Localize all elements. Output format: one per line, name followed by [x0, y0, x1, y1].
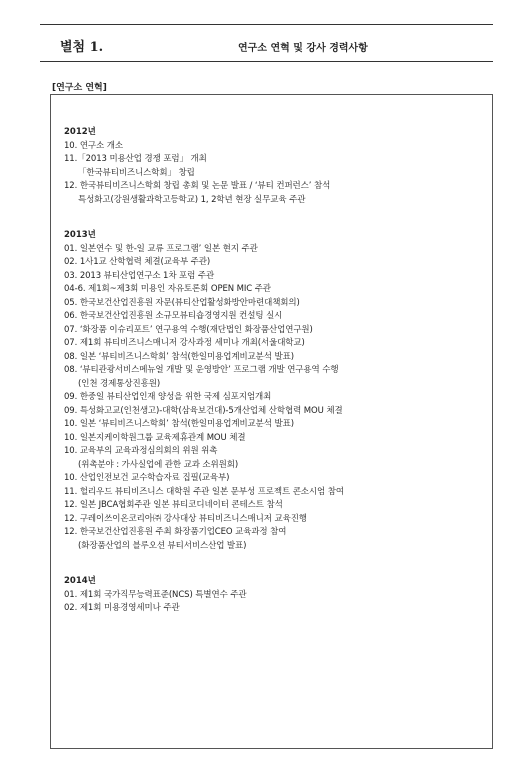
history-item: 09. 특성화고교(인천생고)-대학(삼육보건대)-5개산업체 산학협력 MOU 체결 — [64, 405, 343, 416]
history-item: 02. 1사1교 산학협력 체결(교육부 주관) — [64, 257, 211, 267]
history-item: 07. ‘화장품 이슈리포트’ 연구용역 수행(재단법인 화장품산업연구원) — [64, 324, 313, 335]
section-label: [연구소 연혁] — [52, 83, 107, 93]
history-item-continuation: (인천 경제통상진흥원) — [78, 378, 161, 389]
history-item: 11.「2013 미용산업 경쟁 포럼」 개최 — [64, 154, 207, 164]
history-item: 11. 헐리우드 뷰티비즈니스 대학원 주관 일본 문부성 프로젝트 콘소시엄 참여 — [64, 486, 344, 497]
header-bottom-rule — [40, 61, 493, 62]
history-item: 10. 일본지케이학원그룹 교육제휴관계 MOU 체결 — [64, 432, 246, 443]
year-heading: 2013년 — [64, 230, 96, 240]
history-item-continuation: 「한국뷰티비즈니스학회」 창립 — [78, 167, 195, 178]
history-item-continuation: (위촉분야 : 가사실업에 관한 교과 소위원회) — [78, 459, 239, 470]
history-item: 12. 일본 JBCA협회주관 일본 뷰티코디네이터 콘테스트 참석 — [64, 500, 283, 510]
history-item-continuation: (화장품산업의 블루오션 뷰티서비스산업 발표) — [78, 540, 247, 551]
annex-label: 별첨 1. — [60, 40, 104, 55]
history-item: 12. 구레이쓰이온코리아㈜ 강사대상 뷰티비즈니스매니저 교육진행 — [64, 513, 307, 524]
history-item: 12. 한국뷰티비즈니스학회 창립 총회 및 논문 발표 / ‘뷰티 컨퍼런스’ 참석 — [64, 181, 331, 191]
history-item: 08. ‘뷰티관광서비스메뉴얼 개발 및 운영방안’ 프로그램 개발 연구용역 수행 — [64, 365, 339, 375]
history-item: 10. 산업인전보건 교수학습자료 집필(교육부) — [64, 473, 230, 483]
history-list — [64, 126, 489, 616]
history-item: 01. 제1회 국가직무능력표준(NCS) 특별연수 주관 — [64, 589, 247, 600]
history-item: 08. 일본 ‘뷰티비즈니스학회’ 참석(한일미용업계비교분석 발표) — [64, 351, 294, 362]
history-item: 09. 한중일 뷰티산업인재 양성을 위한 국제 심포지엄개최 — [64, 392, 272, 402]
year-gap — [64, 553, 489, 575]
history-item: 05. 한국보건산업진흥원 자문(뷰티산업활성화방안마련대책회의) — [64, 297, 300, 308]
history-item: 06. 한국보건산업진흥원 소규모뷰티숍경영지원 컨설팅 실시 — [64, 311, 283, 321]
history-item: 04-6. 제1회~제3회 미용인 자유토론회 OPEN MIC 주관 — [64, 284, 271, 294]
history-item: 10. 연구소 개소 — [64, 140, 123, 151]
page-title: 연구소 연혁 및 강사 경력사항 — [238, 43, 368, 54]
history-item: 10. 교육부의 교육과정심의회의 위원 위촉 — [64, 446, 218, 456]
header-top-rule — [40, 24, 493, 25]
history-item: 02. 제1회 미용경영세미나 주관 — [64, 603, 180, 613]
history-item: 10. 일본 ‘뷰티비즈니스학회’ 참석(한일미용업계비교분석 발표) — [64, 419, 294, 429]
year-heading: 2014년 — [64, 576, 96, 586]
year-gap — [64, 207, 489, 229]
history-item: 07. 제1회 뷰티비즈니스매니저 강사과정 세미나 개최(서울대학교) — [64, 338, 305, 348]
history-item: 03. 2013 뷰티산업연구소 1차 포럼 주관 — [64, 270, 215, 281]
history-item: 01. 일본연수 및 한-일 교류 프로그램’ 일본 현지 주관 — [64, 243, 258, 254]
history-item-continuation: 특성화고(강원생활과학고등학교) 1, 2학년 현장 실무교육 주관 — [78, 194, 306, 205]
year-heading: 2012년 — [64, 127, 96, 137]
history-item: 12. 한국보건산업진흥원 주최 화장품기업CEO 교육과정 참여 — [64, 527, 287, 537]
